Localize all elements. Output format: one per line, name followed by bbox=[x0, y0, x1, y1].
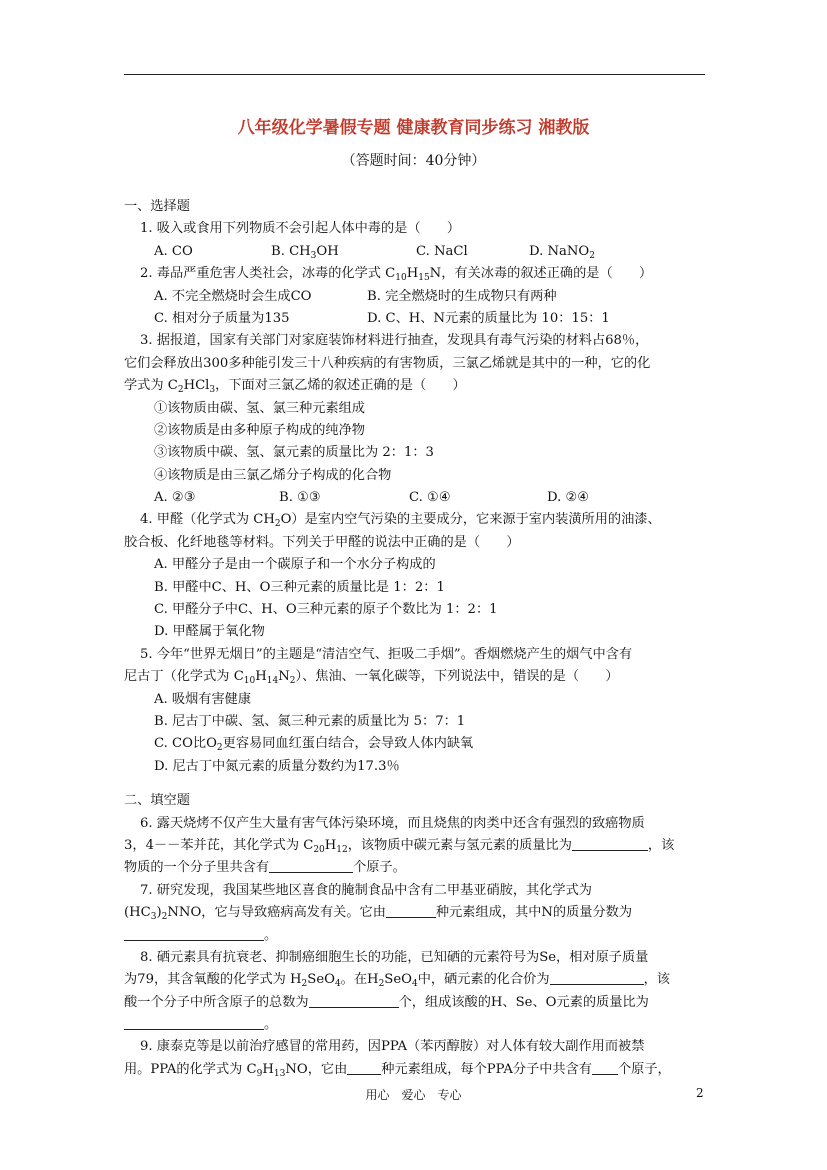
question-3-item-1: ①该物质由碳、氢、氯三种元素组成 bbox=[154, 400, 365, 416]
question-1-stem: 1. 吸入或食用下列物质不会引起人体中毒的是（ ） bbox=[140, 221, 461, 237]
option-a: A. ②③ bbox=[154, 490, 196, 506]
option-c: C. 相对分子质量为135 bbox=[154, 310, 290, 326]
option-d: D. 甲醛属于氧化物 bbox=[154, 624, 265, 640]
question-7-line-1: 7. 研究发现，我国某些地区喜食的腌制食品中含有二甲基亚硝胺，其化学式为 bbox=[140, 882, 592, 898]
page-footer: 用心 爱心 专心 bbox=[365, 1088, 462, 1102]
answer-blank[interactable] bbox=[347, 1060, 381, 1075]
section-heading: 一、选择题 bbox=[124, 199, 190, 214]
question-7-line-3: 。 bbox=[124, 925, 705, 947]
question-3-item-2: ②该物质是由多种原子构成的纯净物 bbox=[154, 422, 365, 438]
question-1-options bbox=[124, 241, 705, 263]
question-5-line-2: 尼古丁（化学式为 $C_{10}H_{14}N_2$）、焦油、一氧化碳等，下列说法中，错误的是（ ） bbox=[124, 669, 619, 687]
option-c: C. NaCl bbox=[416, 243, 468, 259]
question-2-options-cd bbox=[124, 308, 705, 330]
question-8-line-1: 8. 硒元素具有抗衰老、抑制癌细胞生长的功能，已知硒的元素符号为Se，相对原子质量 bbox=[140, 949, 649, 965]
question-9-line-1: 9. 康泰克等是以前治疗感冒的常用药，因PPA（苯丙醇胺）对人体有较大副作用而被禁 bbox=[140, 1039, 645, 1055]
question-3-item-4: ④该物质是由三氯乙烯分子构成的化合物 bbox=[154, 467, 392, 483]
question-3-line-3: 学式为 $C_2HCl_3$，下面对三氯乙烯的叙述正确的是（ ） bbox=[124, 378, 466, 396]
page-subtitle: （答题时间：40分钟） bbox=[341, 153, 486, 169]
option-b: B. 尼古丁中碳、氢、氮三种元素的质量比为 5：7：1 bbox=[154, 713, 466, 729]
option-d: D. NaNO$_2$ bbox=[529, 243, 595, 261]
option-a: A. CO bbox=[154, 243, 193, 259]
question-8-line-3: 酸一个分子中所含原子的总数为 个，组成该酸的H、Se、O元素的质量比为 bbox=[124, 994, 649, 1010]
answer-blank[interactable] bbox=[572, 836, 648, 851]
question-6-line-1: 6. 露天烧烤不仅产生大量有害气体污染环境，而且烧焦的肉类中还含有强烈的致癌物质 bbox=[140, 815, 645, 831]
option-b: B. $CH_3OH$ bbox=[271, 243, 339, 261]
page-title: 八年级化学暑假专题 健康教育同步练习 湘教版 bbox=[237, 118, 590, 138]
option-a: A. 不完全燃烧时会生成CO bbox=[154, 288, 312, 304]
answer-blank[interactable] bbox=[124, 1015, 264, 1030]
option-a: A. 甲醛分子是由一个碳原子和一个水分子构成的 bbox=[154, 557, 436, 573]
question-3-item-3: ③该物质中碳、氢、氯元素的质量比为 2：1：3 bbox=[154, 445, 434, 461]
option-c: C. 甲醛分子中C、H、O三种元素的原子个数比为 1：2：1 bbox=[154, 602, 498, 618]
option-c: C. ①④ bbox=[409, 490, 451, 506]
option-d: D. C、H、N元素的质量比为 10：15：1 bbox=[367, 310, 610, 326]
answer-blank[interactable] bbox=[309, 993, 399, 1008]
question-6-line-2: 3，4－－苯并芘，其化学式为 $C_{20}H_{12}$，该物质中碳元素与氢元素的质量比为 ，该 bbox=[124, 837, 675, 855]
option-a: A. 吸烟有害健康 bbox=[154, 691, 252, 707]
answer-blank[interactable] bbox=[550, 970, 644, 985]
answer-blank[interactable] bbox=[269, 858, 353, 873]
option-c: C. CO比$O_2$更容易同血红蛋白结合，会导致人体内缺氧 bbox=[154, 736, 474, 754]
question-3-line-2: 它们会释放出300多种能引发三十八种疾病的有害物质，三氯乙烯就是其中的一种，它的化 bbox=[124, 355, 651, 371]
answer-blank[interactable] bbox=[592, 1060, 618, 1075]
option-b: B. 甲醛中C、H、O三种元素的质量比是 1：2：1 bbox=[154, 579, 445, 595]
option-b: B. ①③ bbox=[279, 490, 321, 506]
option-b: B. 完全燃烧时的生成物只有两种 bbox=[367, 288, 557, 304]
question-2-options-ab bbox=[124, 286, 705, 308]
question-9-line-2: 用。PPA的化学式为 $C_9H_{13}NO$，它由 种元素组成，每个PPA分子中共含有 个原子， bbox=[124, 1061, 671, 1079]
question-7-line-2: $(HC_3)_2NNO$，它与导致癌病高发有关。它由 种元素组成，其中N的质量分数为 bbox=[124, 905, 633, 923]
question-2-stem: 2. 毒品严重危害人类社会，冰毒的化学式 $C_{10}H_{15}N$，有关冰毒的叙述正确的是（ ） bbox=[140, 266, 653, 284]
question-8-line-4: 。 bbox=[124, 1014, 705, 1036]
option-d: D. 尼古丁中氮元素的质量分数约为17.3％ bbox=[154, 758, 400, 774]
question-3-line-1: 3. 据报道，国家有关部门对家庭装饰材料进行抽查，发现具有毒气污染的材料占68％， bbox=[140, 333, 649, 349]
question-4-line-1: 4. 甲醛（化学式为 $CH_2O$）是室内空气污染的主要成分，它来源于室内装潢所用的油漆、 bbox=[140, 512, 661, 530]
answer-blank[interactable] bbox=[386, 903, 436, 918]
document-body bbox=[124, 196, 705, 1081]
page-number: 2 bbox=[696, 1086, 704, 1100]
question-4-line-2: 胶合板、化纤地毯等材料。下列关于甲醛的说法中正确的是（ ） bbox=[124, 534, 520, 550]
option-d: D. ②④ bbox=[547, 490, 590, 506]
answer-blank[interactable] bbox=[124, 926, 264, 941]
question-6-line-3: 物质的一个分子里共含有 个原子。 bbox=[124, 860, 406, 876]
header-rule bbox=[124, 74, 705, 75]
section-heading: 二、填空题 bbox=[124, 793, 190, 809]
question-3-options bbox=[124, 487, 705, 509]
question-5-line-1: 5. 今年“世界无烟日”的主题是“清洁空气、拒吸二手烟”。香烟燃烧产生的烟气中含有 bbox=[140, 646, 633, 662]
question-8-line-2: 为79，其含氧酸的化学式为 $H_2SeO_4$。在$H_2SeO_4$中，硒元素的化合价为 ，该 bbox=[124, 972, 670, 990]
